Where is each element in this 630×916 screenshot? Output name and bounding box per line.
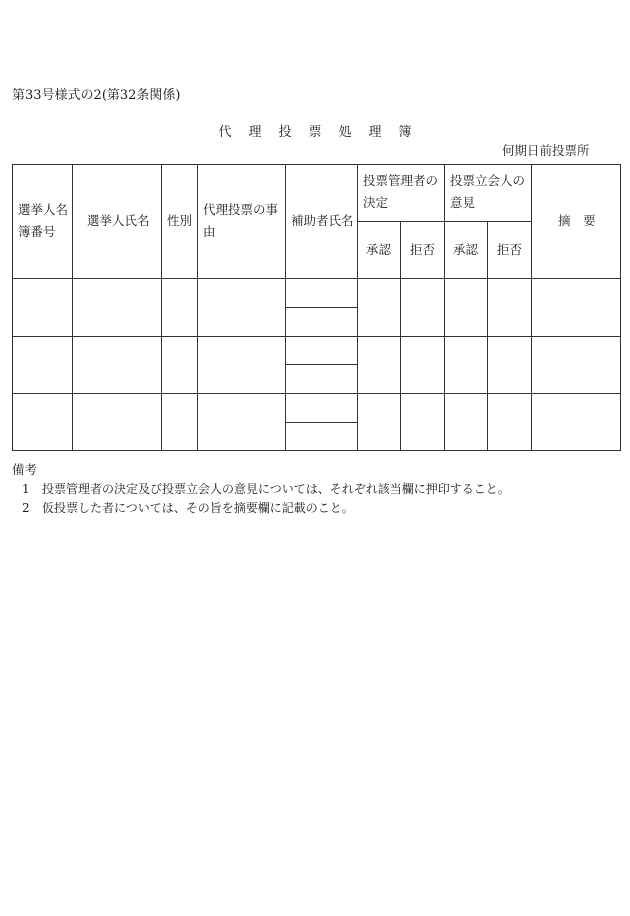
- form-number: 第33号様式の2(第32条関係): [12, 88, 181, 103]
- header-witness-opinion: [450, 170, 525, 214]
- header-reject: 拒否: [497, 242, 523, 257]
- header-summary: 摘 要: [558, 213, 596, 228]
- notes-heading: 備考: [12, 462, 38, 477]
- header-elector-number: [18, 199, 68, 243]
- header-approve: 承認: [453, 242, 479, 257]
- header-gender: 性別: [167, 213, 193, 228]
- header-elector-number-line2: 簿番号: [18, 224, 56, 239]
- note-text: 投票管理者の決定及び投票立会人の意見については、それぞれ該当欄に押印すること。: [42, 482, 510, 496]
- header-manager-decision-line1: 投票管理者の: [363, 173, 439, 188]
- note-item: [22, 480, 510, 497]
- header-witness-opinion-line1: 投票立会人の: [450, 173, 526, 188]
- header-proxy-reason: [203, 199, 278, 243]
- header-manager-decision-line2: 決定: [363, 195, 389, 210]
- header-elector-number-line1: 選挙人名: [18, 202, 69, 217]
- note-item: [22, 499, 354, 516]
- header-reject: 拒否: [410, 242, 436, 257]
- header-witness-opinion-line2: 意見: [450, 195, 476, 210]
- header-proxy-reason-line1: 代理投票の事: [203, 202, 279, 217]
- header-manager-decision: [363, 170, 438, 214]
- header-assistant-name: 補助者氏名: [291, 213, 354, 228]
- header-approve: 承認: [366, 242, 392, 257]
- header-proxy-reason-line2: 由: [203, 224, 216, 239]
- note-number: 1: [22, 482, 30, 496]
- note-text: 仮投票した者については、その旨を摘要欄に記載のこと。: [42, 501, 354, 515]
- polling-station-name: 何期日前投票所: [502, 143, 590, 158]
- note-number: 2: [22, 501, 30, 515]
- document-title: 代理投票処理簿: [218, 125, 429, 140]
- header-elector-name: 選挙人氏名: [87, 213, 150, 228]
